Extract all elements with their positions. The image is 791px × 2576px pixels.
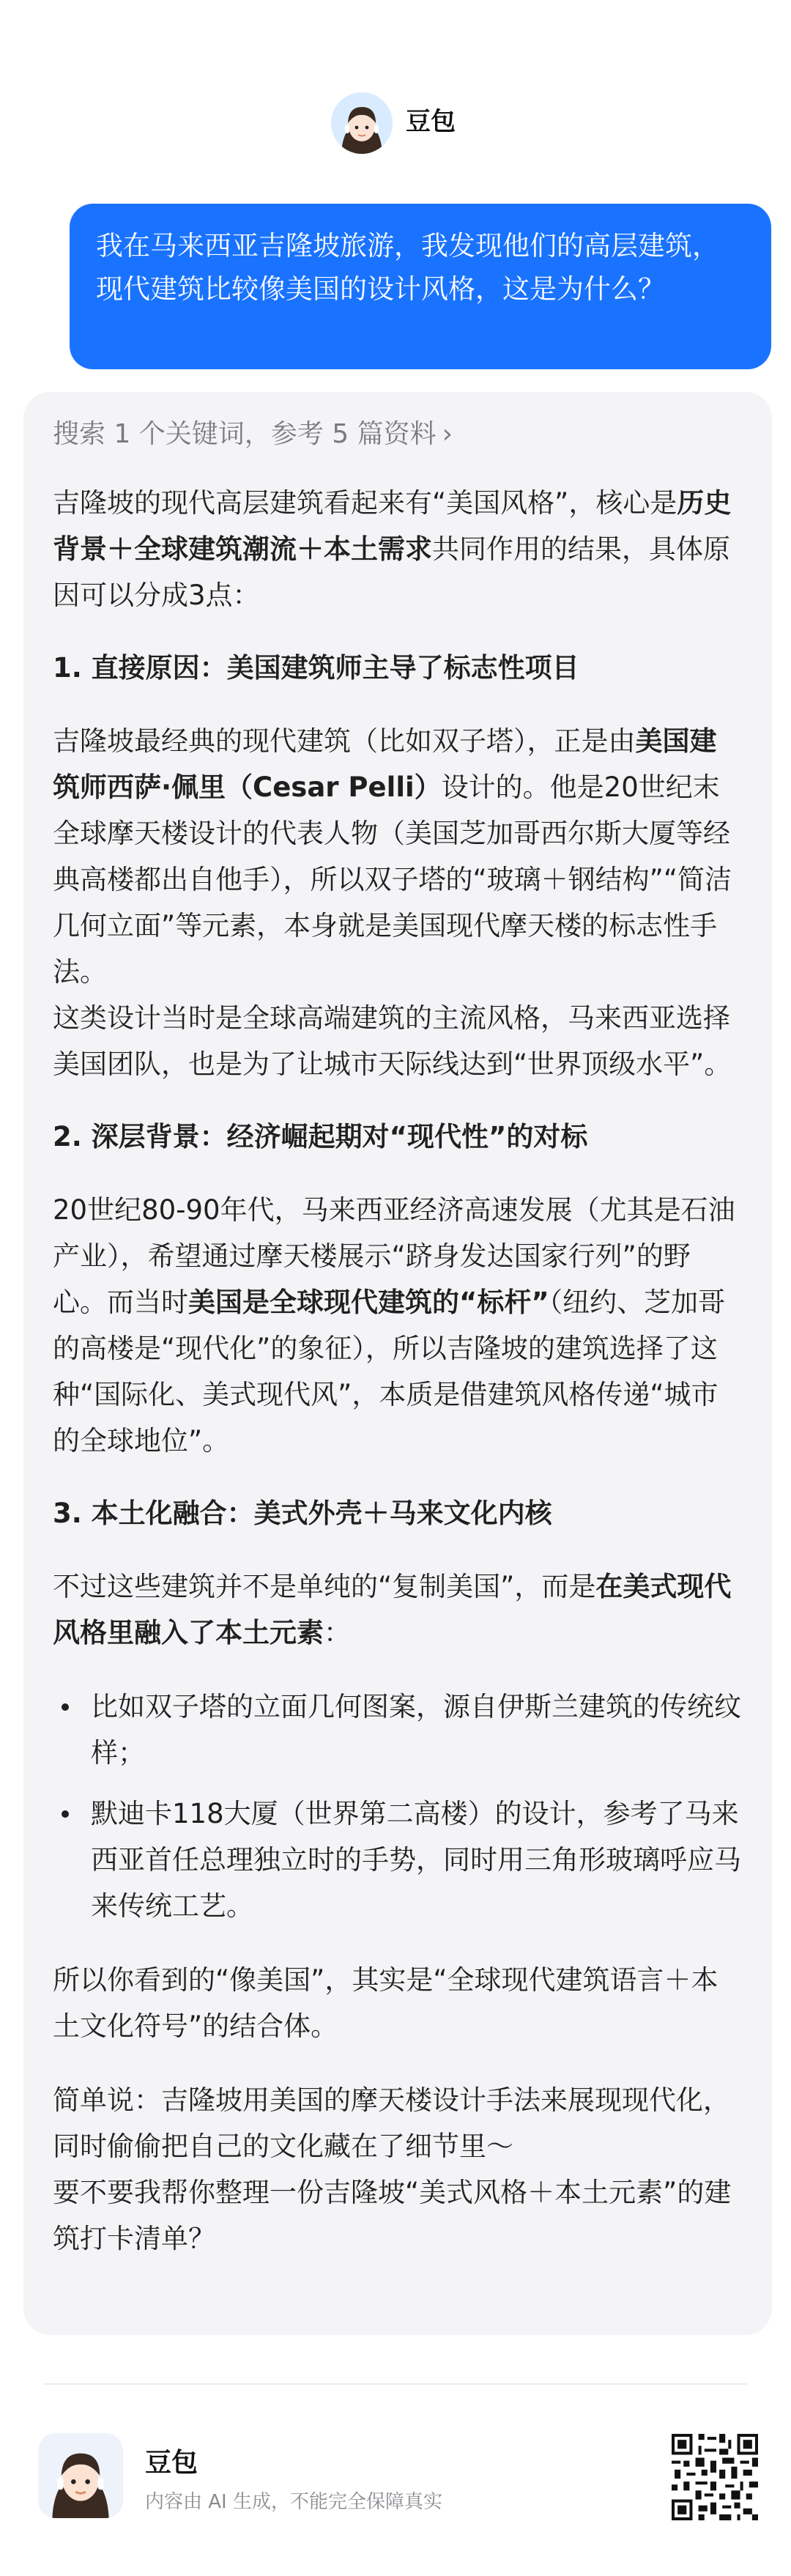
chat-header (0, 0, 791, 183)
intro-paragraph: 吉隆坡的现代高层建筑看起来有“美国风格”，核心是历史背景＋全球建筑潮流＋本土需求共同作用的结果，具体原因可以分成3点： (53, 487, 732, 611)
section-2-paragraph: 20世纪80-90年代，马来西亚经济高速发展（尤其是石油产业），希望通过摩天楼展示“跻身发达国家行列”的野心。而当时美国是全球现代建筑的“标杆”（纽约、芝加哥的高楼是“现代化”的象征），所以吉隆坡的建筑选择了这种“国际化、美式现代风”，本质是借建筑风格传递“城市的全球地位”。 (53, 1194, 735, 1457)
section-1-paragraph: 吉隆坡最经典的现代建筑（比如双子塔），正是由美国建筑师西萨·佩里（Cesar Pelli）设计的。他是20世纪末全球摩天楼设计的代表人物（美国芝加哥西尔斯大厦等经典高楼都出自他手），所以双子塔的“玻璃＋钢结构”“简洁几何立面”等元素，本身就是美国现代摩天楼的标志性手法。 (53, 725, 732, 988)
assistant-answer (23, 392, 772, 2335)
chevron-right-icon: › (442, 419, 453, 449)
search-meta-text: 搜索 1 个关键词，参考 5 篇资料 (53, 419, 437, 449)
bullet-icon (62, 1703, 69, 1711)
follow-up-question: 要不要我帮你整理一份吉隆坡“美式风格＋本土元素”的建筑打卡清单？ (53, 2177, 732, 2254)
section-3-list (53, 1684, 743, 1929)
section-2-heading: 2. 深层背景：经济崛起期对“现代性”的对标 (53, 1121, 588, 1152)
bot-name: 豆包 (406, 107, 456, 136)
doubao-avatar[interactable] (331, 92, 393, 154)
footer-divider (44, 2383, 747, 2385)
search-references-link[interactable] (53, 412, 743, 456)
user-message-bubble[interactable]: 我在马来西亚吉隆坡旅游，我发现他们的高层建筑，现代建筑比较像美国的设计风格，这是为什么？ (70, 204, 771, 369)
footer-app-name: 豆包 (145, 2448, 198, 2478)
qr-code-icon[interactable] (672, 2434, 758, 2520)
bullet-icon (62, 1810, 69, 1818)
doubao-logo-avatar (38, 2433, 123, 2518)
list-item: 默迪卡118大厦（世界第二高楼）的设计，参考了马来西亚首任总理独立时的手势，同时用三角形玻璃呼应马来传统工艺。 (53, 1791, 743, 1929)
section-1-heading: 1. 直接原因：美国建筑师主导了标志性项目 (53, 652, 579, 684)
section-3-paragraph: 不过这些建筑并不是单纯的“复制美国”，而是在美式现代风格里融入了本土元素： (53, 1571, 732, 1648)
section-3-heading: 3. 本土化融合：美式外壳＋马来文化内核 (53, 1498, 552, 1529)
conclusion-paragraph: 所以你看到的“像美国”，其实是“全球现代建筑语言＋本土文化符号”的结合体。 (53, 1964, 718, 2042)
section-1-paragraph-2: 这类设计当时是全球高端建筑的主流风格，马来西亚选择美国团队，也是为了让城市天际线达到“世界顶级水平”。 (53, 1002, 732, 1080)
ai-disclaimer: 内容由 AI 生成，不能完全保障真实 (145, 2491, 442, 2513)
summary-paragraph: 简单说：吉隆坡用美国的摩天楼设计手法来展现现代化，同时偷偷把自己的文化藏在了细节里～ (53, 2084, 730, 2162)
list-item: 比如双子塔的立面几何图案，源自伊斯兰建筑的传统纹样； (53, 1684, 743, 1776)
